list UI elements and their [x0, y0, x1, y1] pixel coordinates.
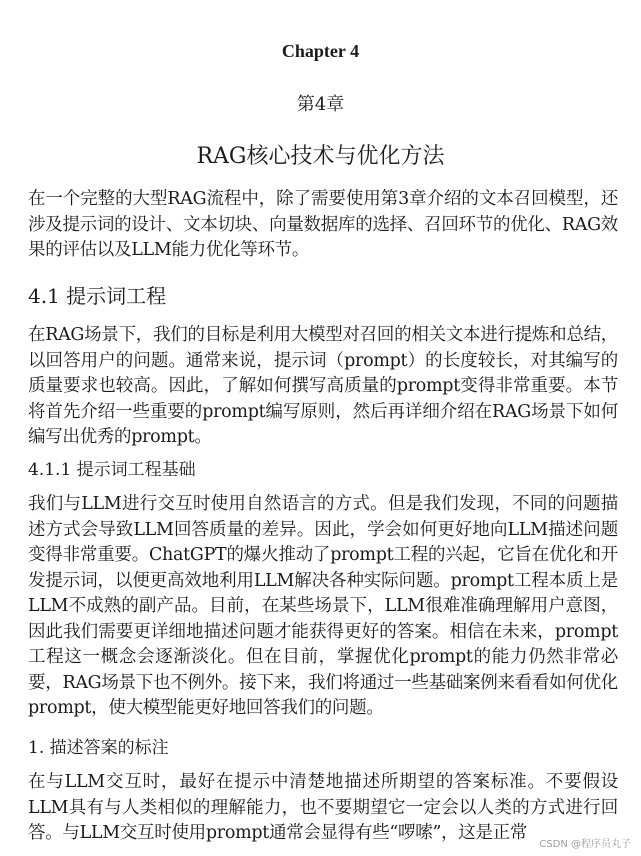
subsection-heading-1: 1. 描述答案的标注 — [28, 738, 169, 758]
subsection-1-paragraph: 在与LLM交互时，最好在提示中清楚地描述所期望的答案标准。不要假设LLM具有与人类相似的理解能力，也不要期望它一定会以人类的方式进行回答。与LLM交互时使用prompt通常会显得有些“啰嗦”，这是正常 — [28, 772, 618, 843]
chapter-number: 第4章 — [296, 94, 345, 115]
intro-paragraph: 在一个完整的大型RAG流程中，除了需要使用第3章介绍的文本召回模型，还涉及提示词的设计、文本切块、向量数据库的选择、召回环节的优化、RAG效果的评估以及LLM能力优化等环节。 — [28, 189, 618, 260]
chapter-label: Chapter 4 — [281, 41, 360, 61]
section-4-1-paragraph: 在RAG场景下，我们的目标是利用大模型对召回的相关文本进行提炼和总结，以回答用户的问题。通常来说，提示词（prompt）的长度较长，对其编写的质量要求也较高。因此，了解如何撰写高质量的prompt变得非常重要。本节将首先介绍一些重要的prompt编写原则，然后再详细介绍在RAG场景下如何编写出优秀的prompt。 — [28, 325, 618, 447]
watermark: CSDN @程序员丸子 — [539, 839, 631, 850]
section-heading-4-1-1: 4.1.1 提示词工程基础 — [28, 460, 196, 480]
section-heading-4-1: 4.1 提示词工程 — [28, 284, 167, 308]
section-4-1-1-paragraph: 我们与LLM进行交互时使用自然语言的方式。但是我们发现，不同的问题描述方式会导致LLM回答质量的差异。因此，学会如何更好地向LLM描述问题变得非常重要。ChatGPT的爆火推动了prompt工程的兴起，它旨在优化和开发提示词，以便更高效地利用LLM解决各种实际问题。prompt工程本质上是LLM不成熟的副产品。目前，在某些场景下，LLM很难准确理解用户意图，因此我们需要更详细地描述问题才能获得更好的答案。相信在未来，prompt工程这一概念会逐渐淡化。但在目前，掌握优化prompt的能力仍然非常必要，RAG场景下也不例外。接下来，我们将通过一些基础案例来看看如何优化prompt，使大模型能更好地回答我们的问题。 — [28, 494, 618, 718]
chapter-title: RAG核心技术与优化方法 — [196, 144, 445, 169]
